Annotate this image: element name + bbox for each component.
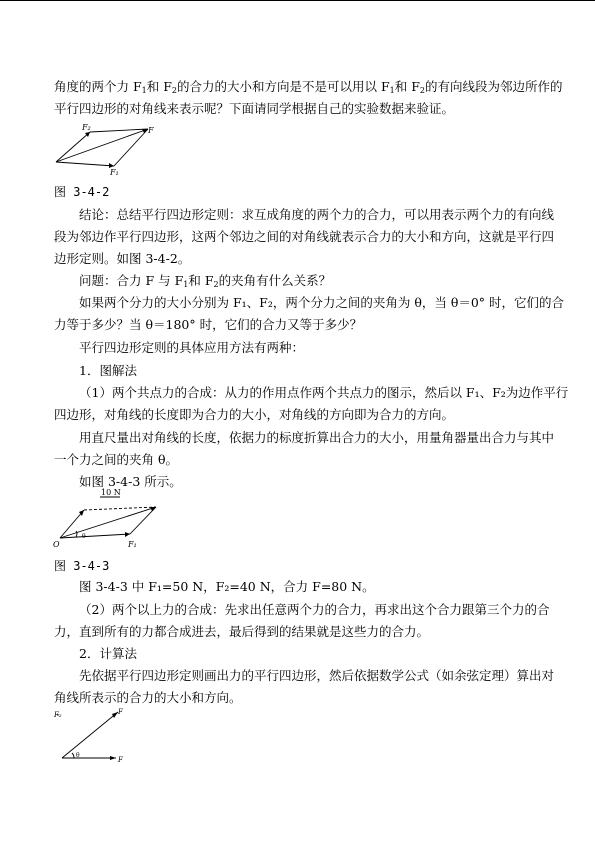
fig3-label-f2: F₂ — [54, 711, 62, 719]
paragraph-line: 边形定则。如图 3-4-2。 — [54, 251, 191, 266]
paragraph-line: 用直尺量出对角线的长度，依据力的标度折算出合力的大小，用量角器量出合力与其中 — [79, 430, 555, 445]
section-heading: 1．图解法 — [79, 363, 137, 378]
paragraph-line: 角度的两个力 $F_1$和 $F_2$的合力的大小和方向是不是可以用以 $F_1$和 $F_2$的有向线段为邻边所作的 — [54, 79, 563, 95]
fig1-label-f: F — [148, 126, 154, 135]
top-rule — [0, 0, 595, 1]
paragraph-line: 问题：合力 F 与 $F_1$和 $F_2$的夹角有什么关系？ — [79, 273, 332, 289]
paragraph-line: （2）两个以上力的合成：先求出任意两个力的合力，再求出这个合力跟第三个力的合 — [79, 602, 550, 617]
section-heading: 2．计算法 — [79, 646, 137, 661]
paragraph-line: 平行四边形的对角线来表示呢？下面请同学根据自己的实验数据来验证。 — [54, 101, 455, 116]
paragraph-line: 结论：总结平行四边形定则：求互成角度的两个力的合力，可以用表示两个力的有向线 — [79, 207, 555, 222]
paragraph-line: 一个力之间的夹角 θ。 — [54, 452, 178, 467]
fig2-label-theta: θ — [82, 533, 86, 540]
fig3-label-theta: θ — [76, 752, 80, 759]
fig1-label-f1: F₁ — [110, 168, 119, 177]
paragraph-line: 力等于多少？当 θ＝180° 时，它们的合力又等于多少？ — [54, 317, 363, 332]
figure-parallelogram-1 — [52, 122, 162, 177]
fig1-label-f2: F₂ — [82, 123, 91, 132]
figure-caption: 图 3-4-3 — [54, 559, 110, 573]
figure-caption: 图 3-4-2 — [54, 185, 110, 199]
fig2-scale-label: 10 N — [101, 488, 121, 497]
figure-force-triangle — [52, 706, 137, 768]
paragraph-line: 图 3-4-3 中 F₁=50 N，F₂=40 N，合力 F=80 N。 — [79, 579, 375, 594]
paragraph-line: 先依据平行四边形定则画出力的平行四边形，然后依据数学公式（如余弦定理）算出对 — [79, 668, 555, 683]
fig2-label-f1: F₁ — [128, 540, 137, 549]
paragraph-line: 平行四边形定则的具体应用方法有两种： — [79, 340, 305, 355]
paragraph-line: 如图 3-4-3 所示。 — [79, 474, 182, 489]
fig3-label-f: F — [118, 708, 123, 716]
paragraph-line: 段为邻边作平行四边形，这两个邻边之间的对角线就表示合力的大小和方向，这就是平行四 — [54, 229, 555, 244]
paragraph-line: 力，直到所有的力都合成进去，最后得到的结果就是这些力的合力。 — [54, 624, 430, 639]
fig3-label-f1: F — [118, 756, 123, 764]
paragraph-line: 如果两个分力的大小分别为 F₁、F₂，两个分力之间的夹角为 θ，当 θ＝0° 时，它们的合 — [79, 295, 565, 310]
paragraph-line: （1）两个共点力的合成：从力的作用点作两个共点力的图示，然后以 F₁、F₂为边作平行 — [79, 385, 569, 400]
fig2-label-o: O — [53, 540, 60, 549]
paragraph-line: 四边形，对角线的长度即为合力的大小，对角线的方向即为合力的方向。 — [54, 407, 455, 422]
figure-parallelogram-2 — [52, 488, 182, 550]
paragraph-line: 角线所表示的合力的大小和方向。 — [54, 690, 242, 705]
